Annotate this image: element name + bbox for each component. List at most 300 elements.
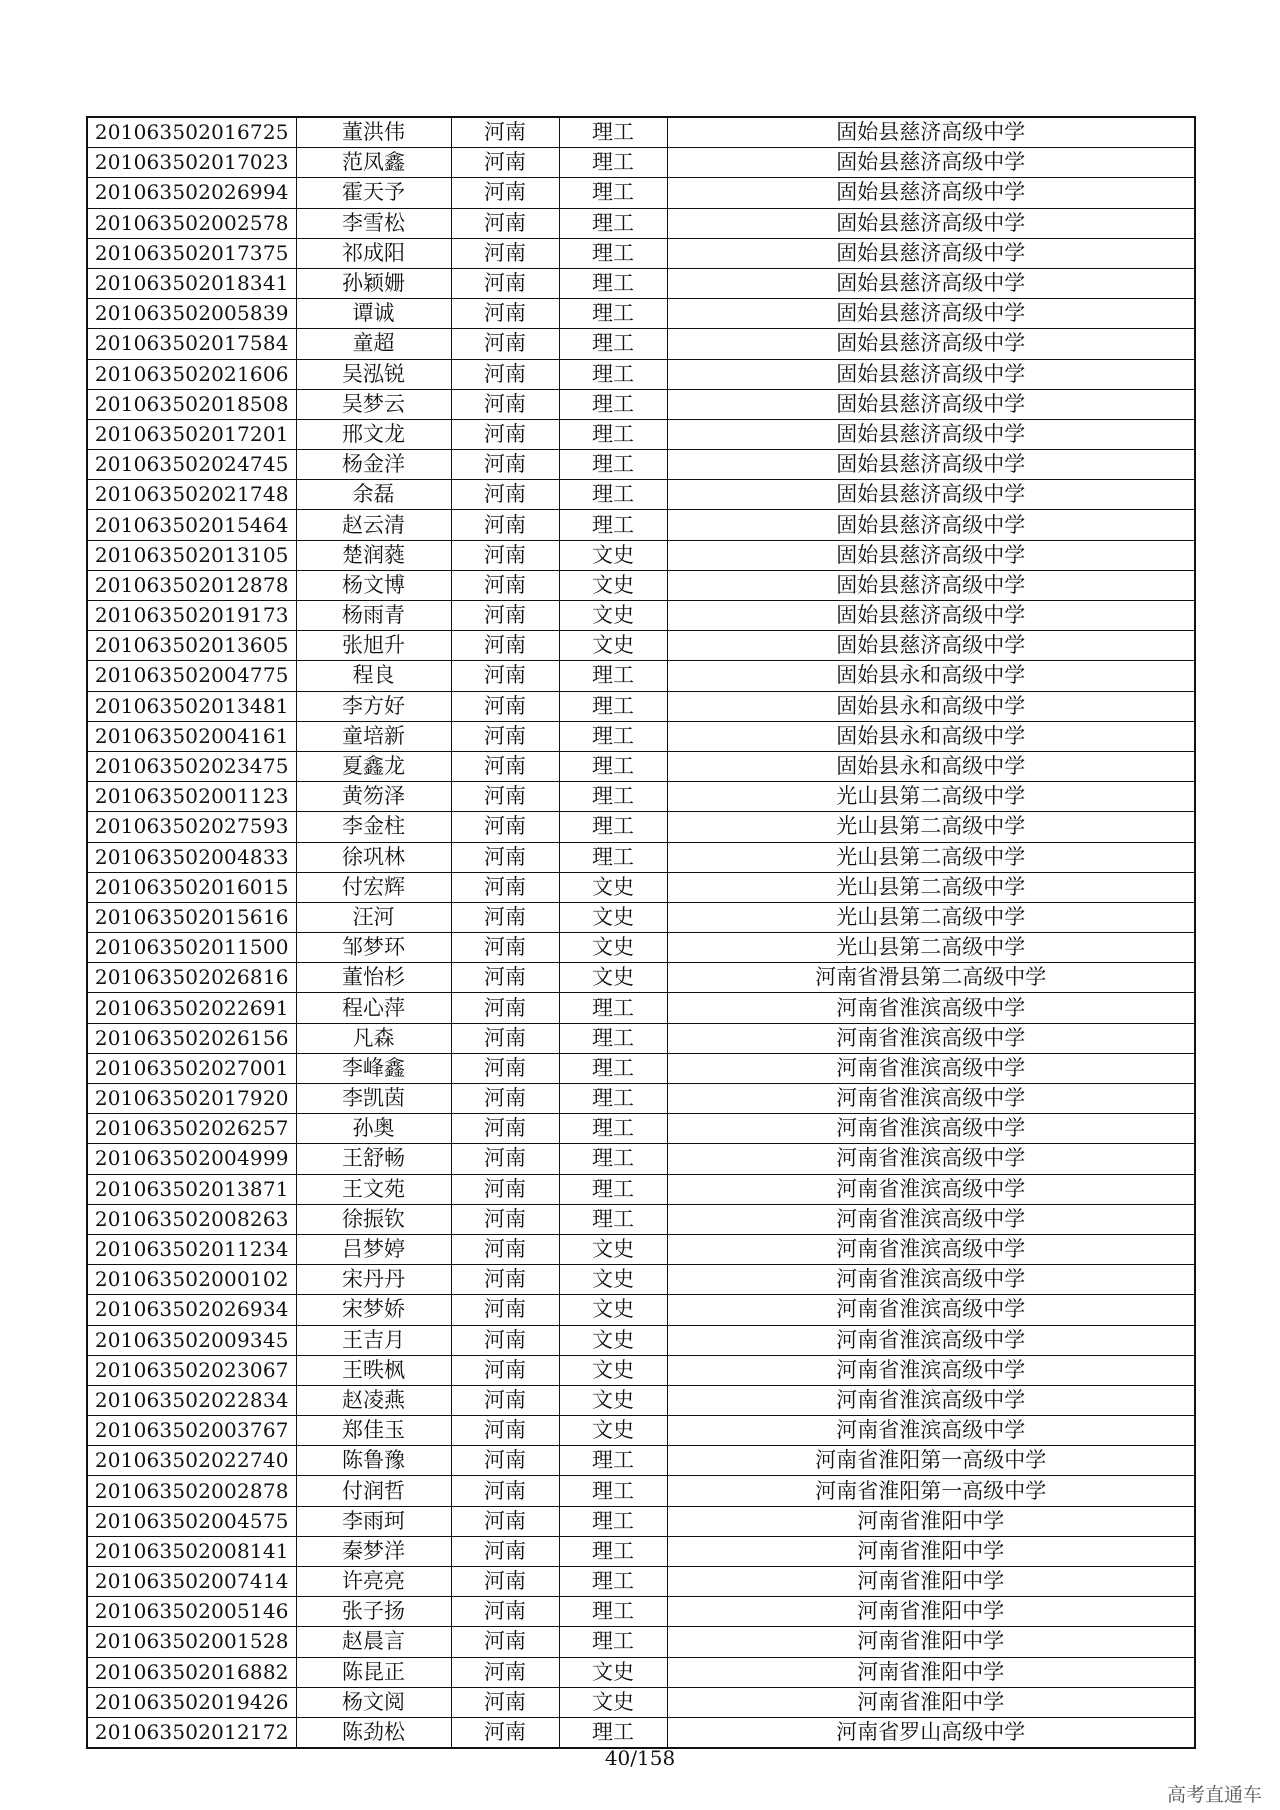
track-cell: 理工 <box>559 510 667 540</box>
track-cell: 理工 <box>559 208 667 238</box>
track-cell: 文史 <box>559 1687 667 1717</box>
province-cell: 河南 <box>451 1687 559 1717</box>
student-roster-table <box>86 116 1196 1749</box>
track-cell: 文史 <box>559 1295 667 1325</box>
exam-number-cell: 201063502005839 <box>87 299 296 329</box>
school-cell: 河南省淮滨高级中学 <box>667 1325 1195 1355</box>
exam-number-cell: 201063502004999 <box>87 1144 296 1174</box>
student-name-cell: 霍天予 <box>296 178 451 208</box>
exam-number-cell: 201063502019426 <box>87 1687 296 1717</box>
province-cell: 河南 <box>451 117 559 148</box>
exam-number-cell: 201063502016015 <box>87 872 296 902</box>
school-cell: 河南省淮阳第一高级中学 <box>667 1476 1195 1506</box>
province-cell: 河南 <box>451 1023 559 1053</box>
table-row <box>87 389 1195 419</box>
province-cell: 河南 <box>451 1295 559 1325</box>
track-cell: 理工 <box>559 842 667 872</box>
exam-number-cell: 201063502026934 <box>87 1295 296 1325</box>
school-cell: 固始县慈济高级中学 <box>667 540 1195 570</box>
table-row <box>87 359 1195 389</box>
student-name-cell: 黄笏泽 <box>296 782 451 812</box>
track-cell: 文史 <box>559 963 667 993</box>
track-cell: 理工 <box>559 812 667 842</box>
table-row <box>87 1385 1195 1415</box>
student-name-cell: 李方好 <box>296 691 451 721</box>
school-cell: 河南省淮滨高级中学 <box>667 993 1195 1023</box>
table-row <box>87 299 1195 329</box>
exam-number-cell: 201063502015464 <box>87 510 296 540</box>
table-row <box>87 872 1195 902</box>
student-name-cell: 许亮亮 <box>296 1567 451 1597</box>
table-row <box>87 419 1195 449</box>
table-row <box>87 902 1195 932</box>
table-row <box>87 1084 1195 1114</box>
province-cell: 河南 <box>451 1385 559 1415</box>
student-name-cell: 吴泓锐 <box>296 359 451 389</box>
student-name-cell: 李雨珂 <box>296 1506 451 1536</box>
track-cell: 理工 <box>559 117 667 148</box>
exam-number-cell: 201063502026257 <box>87 1114 296 1144</box>
table-row <box>87 329 1195 359</box>
track-cell: 理工 <box>559 299 667 329</box>
table-row <box>87 1476 1195 1506</box>
table-row <box>87 1446 1195 1476</box>
school-cell: 河南省淮阳中学 <box>667 1536 1195 1566</box>
table-row <box>87 1144 1195 1174</box>
school-cell: 固始县永和高级中学 <box>667 721 1195 751</box>
province-cell: 河南 <box>451 1114 559 1144</box>
table-row <box>87 1325 1195 1355</box>
student-name-cell: 杨雨青 <box>296 601 451 631</box>
exam-number-cell: 201063502026156 <box>87 1023 296 1053</box>
exam-number-cell: 201063502011500 <box>87 933 296 963</box>
track-cell: 文史 <box>559 933 667 963</box>
track-cell: 文史 <box>559 872 667 902</box>
exam-number-cell: 201063502013481 <box>87 691 296 721</box>
school-cell: 固始县慈济高级中学 <box>667 268 1195 298</box>
table-row <box>87 1265 1195 1295</box>
school-cell: 固始县永和高级中学 <box>667 691 1195 721</box>
table-row <box>87 540 1195 570</box>
student-name-cell: 李凯茵 <box>296 1084 451 1114</box>
track-cell: 理工 <box>559 661 667 691</box>
table-row <box>87 1204 1195 1234</box>
exam-number-cell: 201063502018341 <box>87 268 296 298</box>
student-name-cell: 宋丹丹 <box>296 1265 451 1295</box>
exam-number-cell: 201063502021606 <box>87 359 296 389</box>
student-name-cell: 程心萍 <box>296 993 451 1023</box>
exam-number-cell: 201063502026994 <box>87 178 296 208</box>
school-cell: 固始县慈济高级中学 <box>667 510 1195 540</box>
track-cell: 理工 <box>559 1506 667 1536</box>
student-name-cell: 凡森 <box>296 1023 451 1053</box>
student-name-cell: 王文苑 <box>296 1174 451 1204</box>
exam-number-cell: 201063502023475 <box>87 751 296 781</box>
student-name-cell: 宋梦娇 <box>296 1295 451 1325</box>
table-row <box>87 1627 1195 1657</box>
table-row <box>87 691 1195 721</box>
table-row <box>87 117 1195 148</box>
table-row <box>87 1295 1195 1325</box>
student-name-cell: 陈鲁豫 <box>296 1446 451 1476</box>
school-cell: 河南省淮滨高级中学 <box>667 1204 1195 1234</box>
school-cell: 固始县慈济高级中学 <box>667 389 1195 419</box>
track-cell: 文史 <box>559 1355 667 1385</box>
exam-number-cell: 201063502004575 <box>87 1506 296 1536</box>
province-cell: 河南 <box>451 1506 559 1536</box>
province-cell: 河南 <box>451 1627 559 1657</box>
exam-number-cell: 201063502008141 <box>87 1536 296 1566</box>
track-cell: 理工 <box>559 1053 667 1083</box>
province-cell: 河南 <box>451 1416 559 1446</box>
student-name-cell: 吕梦婷 <box>296 1234 451 1264</box>
table-row <box>87 933 1195 963</box>
exam-number-cell: 201063502026816 <box>87 963 296 993</box>
school-cell: 河南省淮阳中学 <box>667 1597 1195 1627</box>
province-cell: 河南 <box>451 963 559 993</box>
table-row <box>87 1174 1195 1204</box>
province-cell: 河南 <box>451 1174 559 1204</box>
school-cell: 河南省淮阳第一高级中学 <box>667 1446 1195 1476</box>
table-row <box>87 268 1195 298</box>
student-name-cell: 楚润蕤 <box>296 540 451 570</box>
student-name-cell: 付宏辉 <box>296 872 451 902</box>
exam-number-cell: 201063502004775 <box>87 661 296 691</box>
track-cell: 文史 <box>559 1385 667 1415</box>
province-cell: 河南 <box>451 1355 559 1385</box>
school-cell: 固始县慈济高级中学 <box>667 570 1195 600</box>
table-row <box>87 1023 1195 1053</box>
exam-number-cell: 201063502024745 <box>87 450 296 480</box>
province-cell: 河南 <box>451 1084 559 1114</box>
exam-number-cell: 201063502017023 <box>87 148 296 178</box>
school-cell: 河南省淮滨高级中学 <box>667 1114 1195 1144</box>
student-name-cell: 邢文龙 <box>296 419 451 449</box>
school-cell: 河南省淮滨高级中学 <box>667 1265 1195 1295</box>
student-name-cell: 杨文阅 <box>296 1687 451 1717</box>
table-row <box>87 208 1195 238</box>
track-cell: 理工 <box>559 389 667 419</box>
exam-number-cell: 201063502017584 <box>87 329 296 359</box>
track-cell: 文史 <box>559 1657 667 1687</box>
student-name-cell: 谭诚 <box>296 299 451 329</box>
province-cell: 河南 <box>451 601 559 631</box>
track-cell: 文史 <box>559 631 667 661</box>
student-name-cell: 程良 <box>296 661 451 691</box>
province-cell: 河南 <box>451 902 559 932</box>
province-cell: 河南 <box>451 299 559 329</box>
student-name-cell: 王吉月 <box>296 1325 451 1355</box>
student-name-cell: 郑佳玉 <box>296 1416 451 1446</box>
province-cell: 河南 <box>451 419 559 449</box>
province-cell: 河南 <box>451 178 559 208</box>
exam-number-cell: 201063502022740 <box>87 1446 296 1476</box>
school-cell: 固始县慈济高级中学 <box>667 117 1195 148</box>
school-cell: 河南省淮滨高级中学 <box>667 1295 1195 1325</box>
student-name-cell: 祁成阳 <box>296 238 451 268</box>
student-name-cell: 李峰鑫 <box>296 1053 451 1083</box>
exam-number-cell: 201063502004833 <box>87 842 296 872</box>
exam-number-cell: 201063502004161 <box>87 721 296 751</box>
table-row <box>87 1597 1195 1627</box>
track-cell: 理工 <box>559 238 667 268</box>
exam-number-cell: 201063502016882 <box>87 1657 296 1687</box>
school-cell: 河南省淮滨高级中学 <box>667 1053 1195 1083</box>
track-cell: 文史 <box>559 1265 667 1295</box>
student-name-cell: 汪河 <box>296 902 451 932</box>
school-cell: 河南省淮滨高级中学 <box>667 1416 1195 1446</box>
school-cell: 固始县慈济高级中学 <box>667 329 1195 359</box>
track-cell: 理工 <box>559 1114 667 1144</box>
province-cell: 河南 <box>451 208 559 238</box>
province-cell: 河南 <box>451 148 559 178</box>
table-row <box>87 1114 1195 1144</box>
exam-number-cell: 201063502021748 <box>87 480 296 510</box>
track-cell: 文史 <box>559 902 667 932</box>
exam-number-cell: 201063502000102 <box>87 1265 296 1295</box>
track-cell: 理工 <box>559 1567 667 1597</box>
track-cell: 理工 <box>559 1174 667 1204</box>
school-cell: 固始县慈济高级中学 <box>667 480 1195 510</box>
student-name-cell: 张子扬 <box>296 1597 451 1627</box>
school-cell: 固始县慈济高级中学 <box>667 359 1195 389</box>
student-name-cell: 王昳枫 <box>296 1355 451 1385</box>
student-name-cell: 徐巩林 <box>296 842 451 872</box>
exam-number-cell: 201063502019173 <box>87 601 296 631</box>
track-cell: 理工 <box>559 359 667 389</box>
exam-number-cell: 201063502027001 <box>87 1053 296 1083</box>
track-cell: 理工 <box>559 480 667 510</box>
school-cell: 光山县第二高级中学 <box>667 872 1195 902</box>
table-row <box>87 601 1195 631</box>
student-name-cell: 余磊 <box>296 480 451 510</box>
track-cell: 文史 <box>559 540 667 570</box>
school-cell: 固始县永和高级中学 <box>667 661 1195 691</box>
table-row <box>87 480 1195 510</box>
school-cell: 固始县慈济高级中学 <box>667 299 1195 329</box>
province-cell: 河南 <box>451 1144 559 1174</box>
exam-number-cell: 201063502023067 <box>87 1355 296 1385</box>
student-name-cell: 吴梦云 <box>296 389 451 419</box>
school-cell: 河南省淮阳中学 <box>667 1567 1195 1597</box>
exam-number-cell: 201063502001528 <box>87 1627 296 1657</box>
exam-number-cell: 201063502017375 <box>87 238 296 268</box>
student-name-cell: 赵凌燕 <box>296 1385 451 1415</box>
province-cell: 河南 <box>451 510 559 540</box>
exam-number-cell: 201063502017920 <box>87 1084 296 1114</box>
table-row <box>87 1687 1195 1717</box>
exam-number-cell: 201063502003767 <box>87 1416 296 1446</box>
school-cell: 河南省淮阳中学 <box>667 1627 1195 1657</box>
track-cell: 文史 <box>559 601 667 631</box>
province-cell: 河南 <box>451 359 559 389</box>
table-row <box>87 1717 1195 1748</box>
table-row <box>87 148 1195 178</box>
watermark-text: 高考直通车 <box>1166 1784 1262 1806</box>
province-cell: 河南 <box>451 450 559 480</box>
school-cell: 河南省滑县第二高级中学 <box>667 963 1195 993</box>
exam-number-cell: 201063502016725 <box>87 117 296 148</box>
province-cell: 河南 <box>451 1567 559 1597</box>
table-row <box>87 1234 1195 1264</box>
province-cell: 河南 <box>451 1717 559 1748</box>
exam-number-cell: 201063502022834 <box>87 1385 296 1415</box>
exam-number-cell: 201063502022691 <box>87 993 296 1023</box>
school-cell: 河南省淮滨高级中学 <box>667 1023 1195 1053</box>
province-cell: 河南 <box>451 1446 559 1476</box>
province-cell: 河南 <box>451 570 559 600</box>
track-cell: 文史 <box>559 1234 667 1264</box>
table-row <box>87 1506 1195 1536</box>
student-name-cell: 李雪松 <box>296 208 451 238</box>
student-name-cell: 赵晨言 <box>296 1627 451 1657</box>
table-row <box>87 450 1195 480</box>
track-cell: 理工 <box>559 450 667 480</box>
province-cell: 河南 <box>451 329 559 359</box>
province-cell: 河南 <box>451 933 559 963</box>
province-cell: 河南 <box>451 480 559 510</box>
province-cell: 河南 <box>451 238 559 268</box>
school-cell: 河南省淮阳中学 <box>667 1687 1195 1717</box>
student-name-cell: 王舒畅 <box>296 1144 451 1174</box>
table-row <box>87 661 1195 691</box>
province-cell: 河南 <box>451 782 559 812</box>
province-cell: 河南 <box>451 1053 559 1083</box>
track-cell: 理工 <box>559 178 667 208</box>
table-row <box>87 238 1195 268</box>
track-cell: 理工 <box>559 993 667 1023</box>
track-cell: 文史 <box>559 1416 667 1446</box>
province-cell: 河南 <box>451 1597 559 1627</box>
school-cell: 固始县慈济高级中学 <box>667 450 1195 480</box>
province-cell: 河南 <box>451 872 559 902</box>
province-cell: 河南 <box>451 993 559 1023</box>
school-cell: 河南省淮滨高级中学 <box>667 1385 1195 1415</box>
province-cell: 河南 <box>451 1476 559 1506</box>
school-cell: 固始县慈济高级中学 <box>667 601 1195 631</box>
track-cell: 理工 <box>559 1084 667 1114</box>
table-row <box>87 1567 1195 1597</box>
track-cell: 理工 <box>559 1144 667 1174</box>
student-name-cell: 陈昆正 <box>296 1657 451 1687</box>
school-cell: 河南省淮滨高级中学 <box>667 1084 1195 1114</box>
province-cell: 河南 <box>451 268 559 298</box>
student-name-cell: 秦梦洋 <box>296 1536 451 1566</box>
student-name-cell: 徐振钦 <box>296 1204 451 1234</box>
table-row <box>87 1355 1195 1385</box>
track-cell: 理工 <box>559 268 667 298</box>
student-name-cell: 陈劲松 <box>296 1717 451 1748</box>
student-name-cell: 董怡杉 <box>296 963 451 993</box>
track-cell: 理工 <box>559 1476 667 1506</box>
school-cell: 河南省罗山高级中学 <box>667 1717 1195 1748</box>
table-row <box>87 751 1195 781</box>
student-name-cell: 董洪伟 <box>296 117 451 148</box>
track-cell: 理工 <box>559 1597 667 1627</box>
school-cell: 河南省淮阳中学 <box>667 1657 1195 1687</box>
student-name-cell: 杨金洋 <box>296 450 451 480</box>
track-cell: 理工 <box>559 419 667 449</box>
student-name-cell: 李金柱 <box>296 812 451 842</box>
province-cell: 河南 <box>451 631 559 661</box>
table-row <box>87 510 1195 540</box>
province-cell: 河南 <box>451 691 559 721</box>
track-cell: 理工 <box>559 1536 667 1566</box>
track-cell: 理工 <box>559 1627 667 1657</box>
track-cell: 文史 <box>559 1325 667 1355</box>
student-name-cell: 范凤鑫 <box>296 148 451 178</box>
student-name-cell: 夏鑫龙 <box>296 751 451 781</box>
school-cell: 河南省淮滨高级中学 <box>667 1234 1195 1264</box>
table-row <box>87 721 1195 751</box>
school-cell: 河南省淮滨高级中学 <box>667 1174 1195 1204</box>
track-cell: 文史 <box>559 570 667 600</box>
school-cell: 固始县慈济高级中学 <box>667 178 1195 208</box>
student-name-cell: 孙颖姗 <box>296 268 451 298</box>
track-cell: 理工 <box>559 751 667 781</box>
table-row <box>87 1536 1195 1566</box>
province-cell: 河南 <box>451 1536 559 1566</box>
exam-number-cell: 201063502018508 <box>87 389 296 419</box>
province-cell: 河南 <box>451 751 559 781</box>
exam-number-cell: 201063502027593 <box>87 812 296 842</box>
student-name-cell: 赵云清 <box>296 510 451 540</box>
exam-number-cell: 201063502008263 <box>87 1204 296 1234</box>
school-cell: 固始县慈济高级中学 <box>667 419 1195 449</box>
school-cell: 光山县第二高级中学 <box>667 902 1195 932</box>
exam-number-cell: 201063502011234 <box>87 1234 296 1264</box>
school-cell: 光山县第二高级中学 <box>667 842 1195 872</box>
track-cell: 理工 <box>559 1446 667 1476</box>
student-name-cell: 童超 <box>296 329 451 359</box>
page-number: 40/158 <box>604 1746 676 1770</box>
province-cell: 河南 <box>451 661 559 691</box>
student-name-cell: 孙奥 <box>296 1114 451 1144</box>
table-row <box>87 1053 1195 1083</box>
roster-body <box>87 117 1195 1748</box>
exam-number-cell: 201063502012172 <box>87 1717 296 1748</box>
table-row <box>87 1657 1195 1687</box>
student-name-cell: 邹梦环 <box>296 933 451 963</box>
track-cell: 理工 <box>559 782 667 812</box>
student-name-cell: 童培新 <box>296 721 451 751</box>
table-row <box>87 812 1195 842</box>
track-cell: 理工 <box>559 329 667 359</box>
school-cell: 河南省淮滨高级中学 <box>667 1355 1195 1385</box>
table-row <box>87 1416 1195 1446</box>
school-cell: 固始县慈济高级中学 <box>667 208 1195 238</box>
exam-number-cell: 201063502002878 <box>87 1476 296 1506</box>
table-row <box>87 178 1195 208</box>
exam-number-cell: 201063502001123 <box>87 782 296 812</box>
track-cell: 理工 <box>559 148 667 178</box>
student-name-cell: 付润哲 <box>296 1476 451 1506</box>
student-name-cell: 杨文博 <box>296 570 451 600</box>
school-cell: 光山县第二高级中学 <box>667 812 1195 842</box>
province-cell: 河南 <box>451 1657 559 1687</box>
school-cell: 河南省淮阳中学 <box>667 1506 1195 1536</box>
track-cell: 理工 <box>559 721 667 751</box>
exam-number-cell: 201063502013105 <box>87 540 296 570</box>
exam-number-cell: 201063502002578 <box>87 208 296 238</box>
province-cell: 河南 <box>451 1204 559 1234</box>
province-cell: 河南 <box>451 812 559 842</box>
province-cell: 河南 <box>451 842 559 872</box>
exam-number-cell: 201063502015616 <box>87 902 296 932</box>
province-cell: 河南 <box>451 1234 559 1264</box>
province-cell: 河南 <box>451 540 559 570</box>
province-cell: 河南 <box>451 1265 559 1295</box>
